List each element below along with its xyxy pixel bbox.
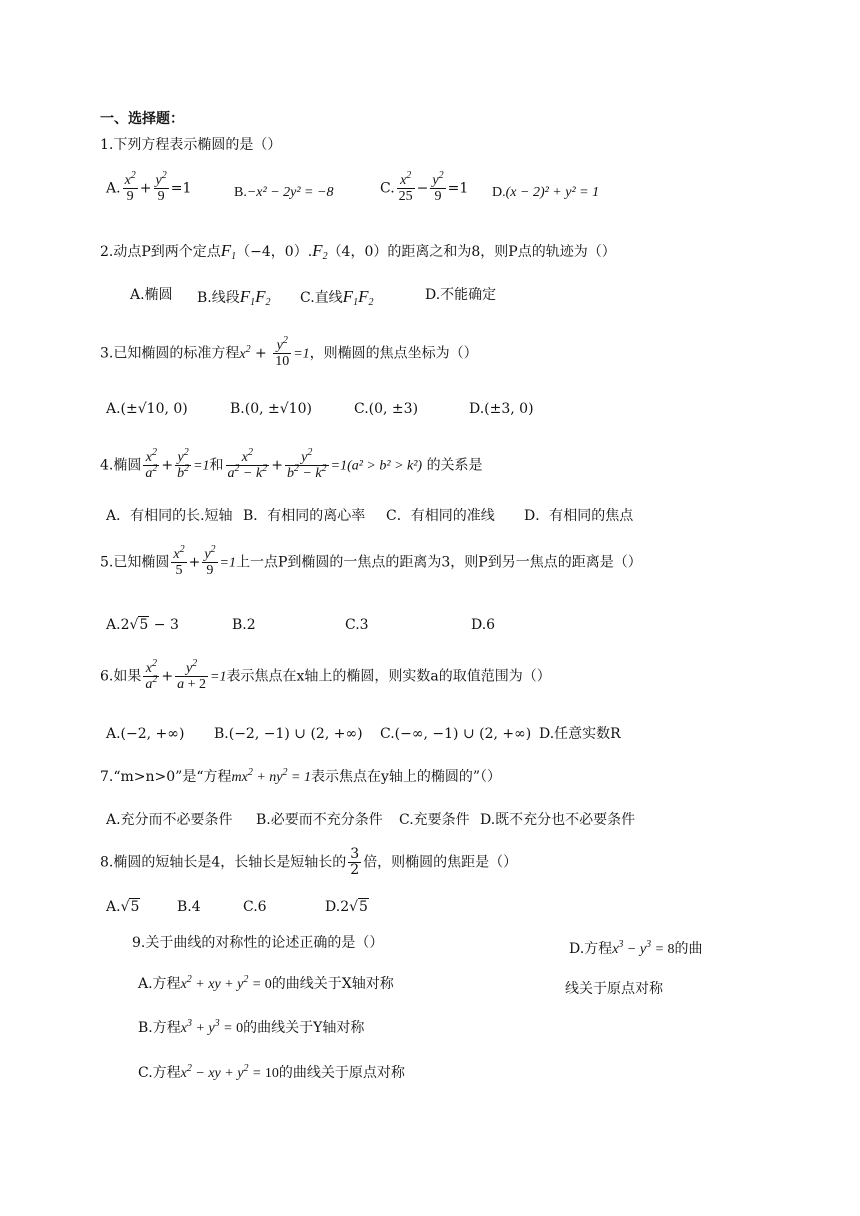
q4-option-c: C．有相同的准线 [386, 508, 495, 524]
q1-option-d: D.(x − 2)² + y² = 1 [492, 185, 600, 200]
q5-option-d: D.6 [471, 617, 496, 633]
q8-option-a: A.√5 [106, 899, 140, 915]
q9-option-a: A.方程$x^2$ + xy + $y^2 = 0$的曲线关于X轴对称 [138, 974, 394, 992]
q7-option-b: B.必要而不充分条件 [256, 812, 383, 828]
q9-option-d-continued: 线关于原点对称 [565, 981, 663, 997]
q9-option-d: D.方程$x^3 - y^3 = 8$的曲 [569, 939, 703, 957]
q3-option-b: B.(0, ±√10) [230, 401, 312, 417]
q1-option-c: C. $\frac{x^2}{25}$ − $\frac{y^2}{9}$ =1 [380, 170, 469, 204]
q6-option-b: B.(−2, −1) ∪ (2, +∞) [214, 726, 363, 742]
question-4-stem: 4.椭圆 $\frac{x^2}{a^2}$ + $\frac{y^2}{b^2}$ =1和 $\frac{x^2}{a^2 - k^2}$ + $\frac{y^2}{b^2 - k^2}$ =1(a² > b² > k²) 的关系是 [100, 447, 483, 481]
question-5-stem: 5.已知椭圆 $\frac{x^2}{5}$ + $\frac{y^2}{9}$ =1上一点P到椭圆的一焦点的距离为3，则P到另一焦点的距离是（） [100, 544, 642, 578]
q5-option-b: B.2 [232, 617, 256, 633]
q6-option-c: C.(−∞, −1) ∪ (2, +∞) [380, 726, 532, 742]
question-1-stem: 1.下列方程表示椭圆的是（） [100, 137, 282, 153]
q5-option-c: C.3 [345, 617, 369, 633]
q5-option-a: A.2√5 − 3 [106, 617, 179, 633]
q7-option-a: A.充分而不必要条件 [106, 812, 233, 828]
q8-option-c: C.6 [243, 899, 267, 915]
q9-option-c: C.方程$x^2$ − xy + $y^2 = 10$的曲线关于原点对称 [138, 1063, 405, 1081]
q7-option-d: D.既不充分也不必要条件 [480, 812, 636, 828]
question-9-stem: 9.关于曲线的对称性的论述正确的是（） [132, 935, 384, 951]
q2-option-d: D.不能确定 [425, 287, 497, 303]
q4-option-d: D．有相同的焦点 [524, 508, 634, 524]
question-2-stem: 2.动点P到两个定点$F_1(-4$，$0).F_2(4$，0）的距离之和为8，则P点的轨迹为（） [100, 241, 616, 262]
question-8-stem: 8.椭圆的短轴长是4，长轴长是短轴长的 $\frac{3}{2}$ 倍，则椭圆的焦距是（） [100, 846, 518, 878]
q2-option-c: C.直线$F_1F_2$ [300, 287, 374, 308]
q6-option-d: D.任意实数R [539, 726, 621, 742]
q2-option-a: A.椭圆 [130, 287, 173, 303]
q9-option-b: B.方程$x^3 + y^3 = 0$的曲线关于Y轴对称 [138, 1018, 365, 1036]
question-3-stem: 3.已知椭圆的标准方程$x^2$ + $\frac{y^2}{10}$ =1，则椭圆的焦点坐标为（） [100, 335, 478, 369]
q8-option-b: B.4 [177, 899, 201, 915]
q4-option-b: B．有相同的离心率 [243, 508, 366, 524]
q2-option-b: B.线段$F_1F_2$ [197, 287, 271, 308]
section-title: 一、选择题： [100, 111, 184, 127]
q1-option-a: A. $\frac{x^2}{9}$ + $\frac{y^2}{9}$ =1 [106, 170, 192, 204]
question-6-stem: 6.如果 $\frac{x^2}{a^2}$ + $\frac{y^2}{a + 2}$ =1表示焦点在x轴上的椭圆，则实数a的取值范围为（） [100, 658, 551, 692]
q3-option-d: D.(±3, 0) [469, 401, 534, 417]
q8-option-d: D.2√5 [325, 899, 368, 915]
q4-option-a: A．有相同的长.短轴 [106, 508, 233, 524]
q6-option-a: A.(−2, +∞) [106, 726, 185, 742]
q1-option-b: B.−x² − 2y² = −8 [234, 185, 334, 200]
q3-option-c: C.(0, ±3) [354, 401, 419, 417]
question-7-stem: 7.“m>n>0”是“方程$mx^2 + ny^2 = 1$表示焦点在y轴上的椭圆的”（） [100, 767, 502, 785]
q3-option-a: A.(±√10, 0) [106, 401, 188, 417]
q7-option-c: C.充要条件 [399, 812, 470, 828]
